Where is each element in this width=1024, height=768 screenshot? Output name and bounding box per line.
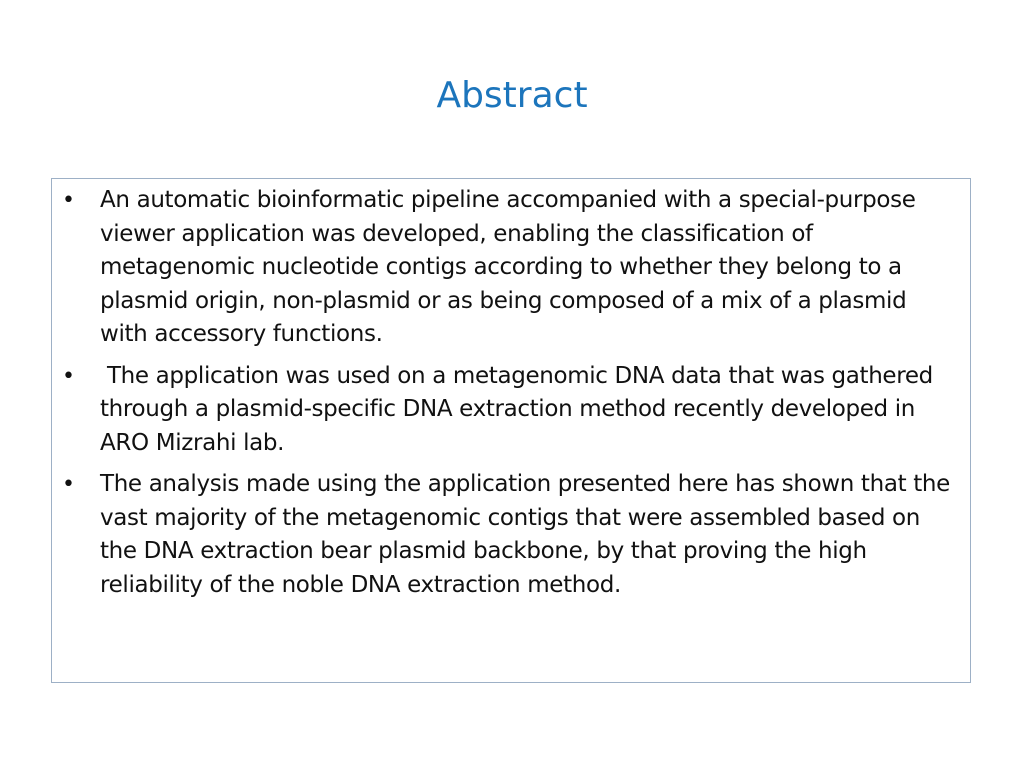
bullet-dot-icon: • xyxy=(62,188,75,213)
bullet-list xyxy=(52,184,970,610)
slide-title: Abstract xyxy=(436,75,588,116)
bullet-item xyxy=(52,184,970,352)
content-box xyxy=(51,178,971,683)
bullet-item xyxy=(52,468,970,602)
bullet-dot-icon: • xyxy=(62,363,75,389)
bullet-text: An automatic bioinformatic pipeline accompanied with a special-purpose viewer application was developed, enabling the classification of metagenomic nucleotide contigs according to whether they belong to a plasmid origin, non-plasmid or as being composed of a mix of a plasmid with accessory functions. xyxy=(100,187,916,347)
bullet-text: The application was used on a metagenomic DNA data that was gathered through a plasmid-specific DNA extraction method recently developed in ARO Mizrahi lab. xyxy=(100,362,940,456)
bullet-item xyxy=(52,360,970,461)
bullet-text: The analysis made using the application presented here has shown that the vast majority of the metagenomic contigs that were assembled based on the DNA extraction bear plasmid backbone, by that proving the high reliability of the noble DNA extraction method. xyxy=(100,471,950,598)
bullet-dot-icon: • xyxy=(62,472,75,497)
